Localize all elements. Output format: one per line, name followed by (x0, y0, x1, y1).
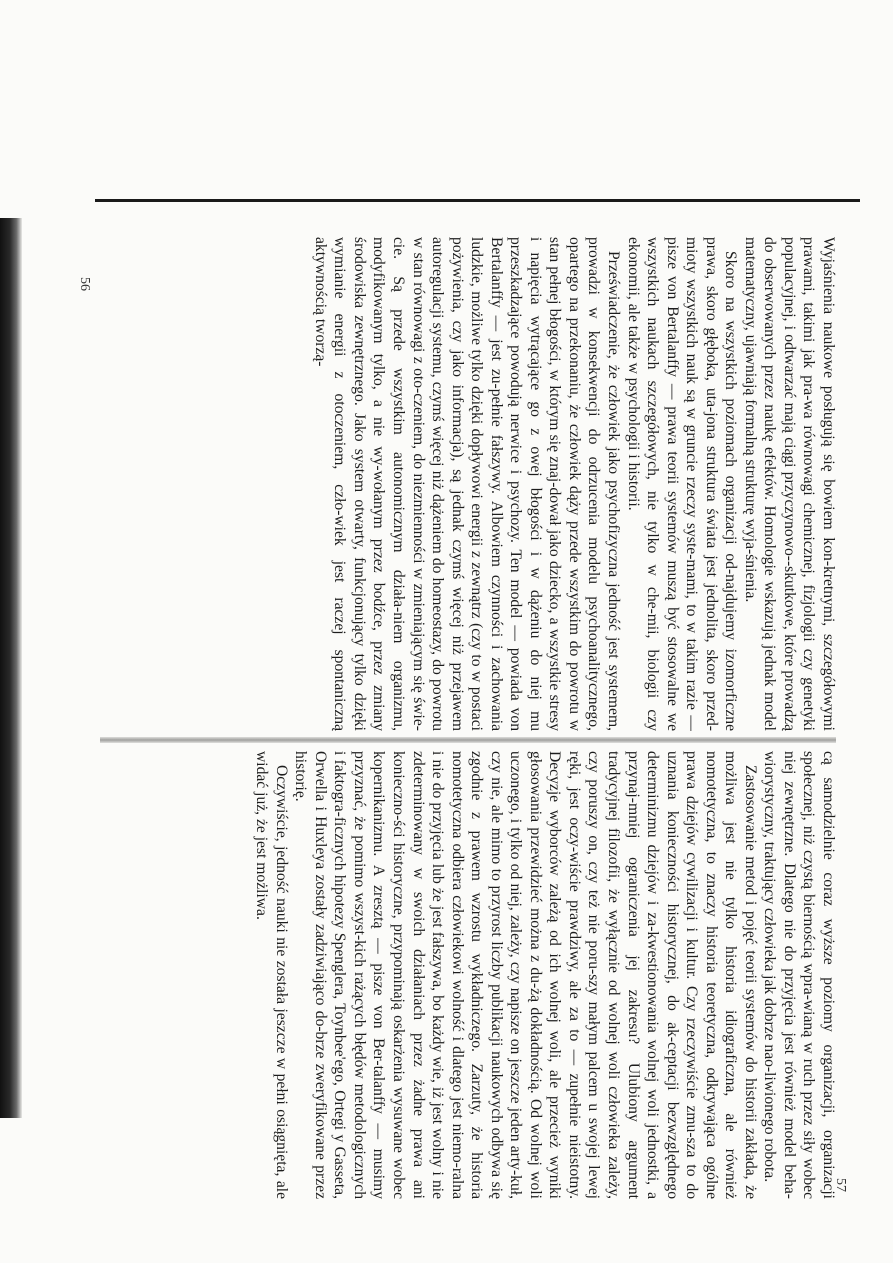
right-page-text (90, 751, 838, 1199)
paragraph: Zastosowanie metod i pojęć teorii systemów do historii zakłada, że możliwa jest nie tylko historia idiograficzna, ale również nomotetyczna, to znaczy historia teoretyczna, odkrywająca ogólne prawa dziejów cywilizacji i kultur. Czy rzeczywiście zmu-sza to do uznania konieczności historycznej, do ak-ceptacji bezwzględnego determinizmu dziejów i za-kwestionowania wolnej woli jednostki, a przynaj-mniej ograniczenia jej zakresu? Ulubiony argument tradycyjnej filozofii, że wyłącznie od wolnej woli człowieka zależy, czy poruszy on, czy też nie poru-szy małym palcem u swojej lewej ręki, jest oczy-wiście prawdziwy, ale za to — zupełnie nieistotny. Decyzje wyborców zależą od ich wolnej woli, ale przecież wyniki głosowania przewidzieć można z du-żą dokładnością. Od wolnej woli uczonego, i tylko od niej, zależy, czy napisze on jeszcze jeden arty-kuł, czy nie, ale mimo to przyrost liczby publikacji naukowych odbywa się zgodnie z prawem wzrostu wykładniczego. Zarzuty, że historia nomotetyczna odbiera człowiekowi wolność i dlatego jest niemo-ralna i nie do przyjęcia lub że jest fałszywa, bo każdy wie, iż jest wolny i nie zdeterminowany w swoich działaniach przez żadne prawa ani konieczno-ści historyczne, przypominają oskarżenia wysuwane wobec kopernikanizmu. A zresztą — pisze von Ber-talanffy — musimy przyznać, że pomimo wszyst-kich rażących błędów metodologicznych i faktogra-ficznych hipotezy Spenglera, Toynbee'ego, Ortegi y Gasseta, Orwella i Huxleya zostały zadziwiająco do-brze zweryfikowane przez historię. (292, 751, 759, 1199)
page-number-left: 56 (77, 277, 92, 291)
page-number-right: 57 (833, 1178, 848, 1192)
paragraph: Wyjaśnienia naukowe posługują się bowiem kon-kretnymi, szczegółowymi prawami, takimi jak pra-wa równowagi chemicznej, fizjologii czy genetyki populacyjnej, i odtwarzać mają ciągi przyczynowo--skutkowe, które prowadzą do obserwowanych przez naukę efektów. Homologie wskazują jednak model matematyczny, ujawniają formalną strukturę wyja-śnienia. (741, 237, 837, 731)
page-fold (100, 737, 836, 743)
paragraph: Przeświadczenie, że człowiek jako psychofizyczna jedność jest systemem, prowadzi w konsekwencji do odrzucenia modelu psychoanalitycznego, opartego na przekonaniu, że człowiek dąży przede wszystkim do powrotu w stan pełnej błogości, w którym się znaj-dował jako dziecko, a wszystkie stresy i napięcia wytrącające go z owej błogości i w dążeniu do niej mu przeszkadzające powodują nerwice i psychozy. Ten model — powiada von Bertalanffy — jest zu-pełnie fałszywy. Albowiem czynności i zachowania ludzkie, możliwe tylko dzięki dopływowi energii z zewnątrz (czy to w postaci pożywienia, czy jako informacja), są jednak czymś więcej niż przejawem autoregulacji systemu, czymś więcej niż dążeniem do homeostazy, do powrotu w stan równowagi z oto-czeniem, do niezmienności w zmieniającym się świe-cie. Są przede wszystkim autonomicznym działa-niem organizmu, modyfikowanym tylko, a nie wy-wołanym przez bodźce, przez zmiany środowiska zewnętrznego. Jako system otwarty, funkcjonujący tylko dzięki wymianie energii z otoczeniem, czło-wiek jest raczej spontaniczną aktywnością tworzą- (311, 237, 622, 731)
paragraph: cą samodzielnie coraz wyższe poziomy organizacji, organizacji społecznej, niż czystą biernością wpra-wianą w ruch przez siły wobec niej zewnętrzne. Dlatego nie do przyjęcia jest również model beha-wiorystyczny, traktujący człowieka jak dobrze nao-liwionego robota. (761, 751, 837, 1199)
binding-gutter-shadow (0, 218, 22, 1118)
left-page-text (90, 237, 838, 731)
top-rule (95, 199, 860, 202)
paragraph: Oczywiście, jedność nauki nie została jeszcze w pełni osiągnięta, ale widać już, że jest możliwa. (253, 751, 290, 1199)
paragraph: Skoro na wszystkich poziomach organizacji od-najdujemy izomorficzne prawa, skoro głęboka, uta-jona struktura świata jest jednolita, skoro przed-mioty wszystkich nauk są w gruncie rzeczy syste-mami, to w takim razie — pisze von Bertalanffy — prawa teorii systemów muszą być stosowalne we wszystkich naukach szczegółowych, nie tylko w che-mii, biologii czy ekonomii, ale także w psychologii i historii. (624, 237, 740, 731)
